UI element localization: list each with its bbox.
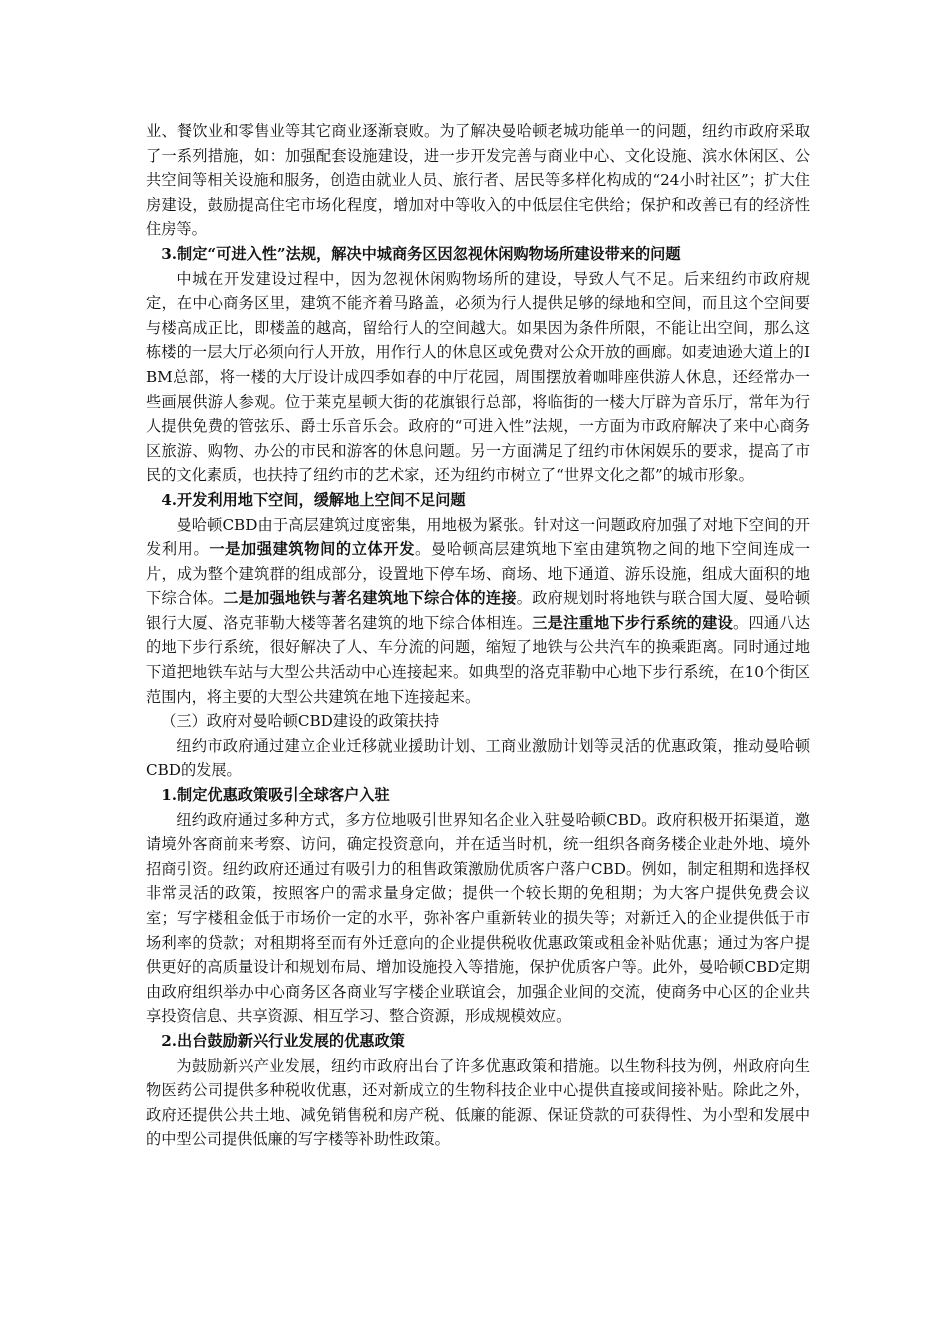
section-heading-policy-support: （三）政府对曼哈顿CBD建设的政策扶持	[161, 712, 440, 731]
heading-accessibility-regulation: 3.制定“可进入性”法规，解决中城商务区因忽视休闲购物场所建设带来的问题	[161, 244, 681, 263]
text-run: 曼哈顿CBD由于高层建筑过度密集，用地极为紧张。针对这一问题政府加强了对地下空间的开发利用。	[146, 515, 810, 559]
bold-point-one: 一是加强建筑物间的立体开发	[209, 540, 416, 559]
paragraph-emerging-industries: 为鼓励新兴产业发展，纽约市政府出台了许多优惠政策和措施。以生物科技为例，州政府向生物医药公司提供多种税收优惠，还对新成立的生物科技企业中心提供直接或间接补贴。除此之外，政府还提供公共土地、减免销售税和房产税、低廉的能源、保证贷款的可获得性、为小型和发展中的中型公司提供低廉的写字楼等补助性政策。	[146, 1056, 810, 1149]
heading-emerging-industries: 2.出台鼓励新兴行业发展的优惠政策	[161, 1031, 405, 1050]
text-run: 。四通八达的地下步行系统，很好解决了人、车分流的问题，缩短了地铁与公共汽车的换乘距离。同时通过地下道把地铁车站与大型公共活动中心连接起来。如典型的洛克菲勒中心地下步行系统，在10个街区范围内，将主要的大型公共建筑在地下连接起来。	[146, 613, 811, 706]
paragraph-attract-clients: 纽约政府通过多种方式，多方位地吸引世界知名企业入驻曼哈顿CBD。政府积极开拓渠道，邀请境外客商前来考察、访问，确定投资意向，并在适当时机，统一组织各商务楼企业赴外地、境外招商引资。纽约政府还通过有吸引力的租售政策激励优质客户落户CBD。例如，制定租期和选择权非常灵活的政策，按照客户的需求量身定做；提供一个较长期的免租期；为大客户提供免费会议室；写字楼租金低于市场价一定的水平，弥补客户重新转业的损失等；对新迁入的企业提供低于市场利率的贷款；对租期将至而有外迁意向的企业提供税收优惠政策或租金补贴优惠；通过为客户提供更好的高质量设计和规划布局、增加设施投入等措施，保护优质客户等。此外，曼哈顿CBD定期由政府组织举办中心商务区各商业写字楼企业联谊会，加强企业间的交流，使商务中心区的企业共享投资信息、共享资源、相互学习、整合资源，形成规模效应。	[146, 810, 810, 1026]
paragraph-housing-measures: 业、餐饮业和零售业等其它商业逐渐衰败。为了解决曼哈顿老城功能单一的问题，纽约市政府采取了一系列措施，如：加强配套设施建设，进一步开发完善与商业中心、文化设施、滨水休闲区、公共空间等相关设施和服务，创造由就业人员、旅行者、居民等多样化构成的“24小时社区”；扩大住房建设，鼓励提高住宅市场化程度，增加对中等收入的中低层住宅供给；保护和改善已有的经济性住房等。	[146, 122, 810, 239]
text-run: 。政府规划时将地铁与联合国大厦、曼哈顿银行大厦、洛克菲勒大楼等著名建筑的地下综合体相连。	[146, 589, 811, 632]
text-run: 。曼哈顿高层建筑地下室由建筑物之间的地下空间连成一片，成为整个建筑群的组成部分，设置地下停车场、商场、地下通道、游乐设施，组成大面积的地下综合体。	[146, 540, 811, 608]
bold-point-two: 二是加强地铁与著名建筑地下综合体的连接	[223, 589, 517, 608]
paragraph-underground-space	[146, 513, 810, 710]
paragraph-accessibility-regulation: 中城在开发建设过程中，因为忽视休闲购物场所的建设，导致人气不足。后来纽约市政府规定，在中心商务区里，建筑不能齐着马路盖，必须为行人提供足够的绿地和空间，而且这个空间要与楼高成正比，即楼盖的越高，留给行人的空间越大。如果因为条件所限，不能让出空间，那么这栋楼的一层大厅必须向行人开放，用作行人的休息区或免费对公众开放的画廊。如麦迪逊大道上的IBM总部，将一楼的大厅设计成四季如春的中厅花园，周围摆放着咖啡座供游人休息，还经常办一些画展供游人参观。位于莱克星顿大街的花旗银行总部，将临街的一楼大厅辟为音乐厅，常年为行人提供免费的管弦乐、爵士乐音乐会。政府的“可进入性”法规，一方面为市政府解决了来中心商务区旅游、购物、办公的市民和游客的休息问题。另一方面满足了纽约市休闲娱乐的要求，提高了市民的文化素质，也扶持了纽约市的艺术家，还为纽约市树立了“世界文化之都”的城市形象。	[146, 269, 810, 485]
heading-underground-space: 4.开发利用地下空间，缓解地上空间不足问题	[161, 490, 466, 509]
paragraph-policy-support: 纽约市政府通过建立企业迁移就业援助计划、工商业激励计划等灵活的优惠政策，推动曼哈顿CBD的发展。	[146, 736, 810, 780]
heading-attract-clients: 1.制定优惠政策吸引全球客户入驻	[161, 786, 390, 805]
bold-point-three: 三是注重地下步行系统的建设	[532, 613, 734, 632]
document-page	[146, 119, 810, 1152]
